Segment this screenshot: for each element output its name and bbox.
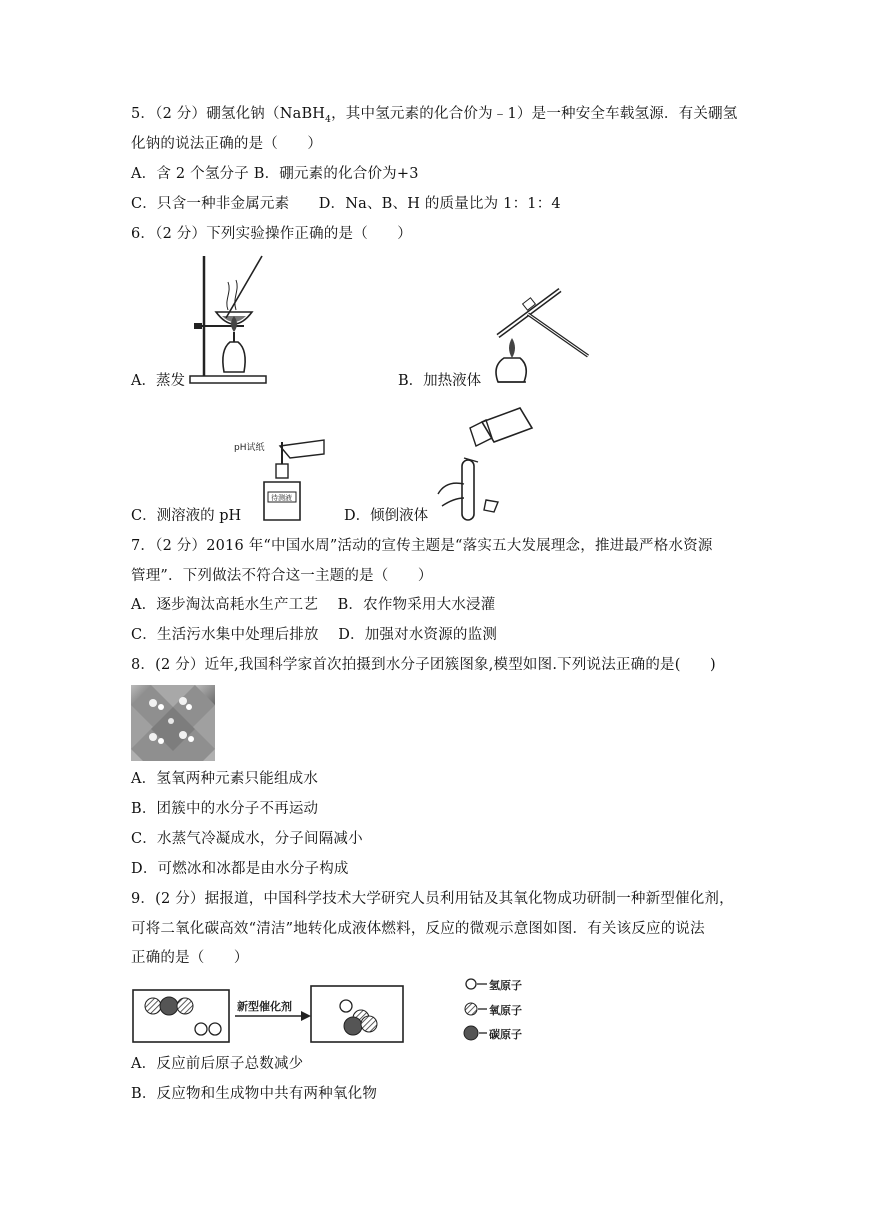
q9-stem-line3: 正确的是（ ）	[131, 950, 249, 966]
q5-options-ab: A．含 2 个氢分子 B．硼元素的化合价为+3	[131, 166, 419, 182]
q7-stem-line1: 7．（2 分）2016 年“中国水周”活动的宣传主题是“落实五大发展理念，推进最严格水资源	[131, 538, 713, 554]
ph-paper-label: pH试纸	[234, 443, 265, 453]
legend-oxygen-label: 氧原子	[489, 1004, 522, 1017]
catalyst-label: 新型催化剂	[237, 1000, 292, 1013]
q8-option-d: D．可燃冰和冰都是由水分子构成	[131, 861, 349, 877]
q5-subscript: 4	[325, 114, 332, 125]
q8-option-b: B．团簇中的水分子不再运动	[131, 801, 319, 817]
q8-stem: 8．(2 分）近年,我国科学家首次拍摄到水分子团簇图象,模型如图.下列说法正确的是( )	[131, 657, 716, 673]
q5-stem-line1: 5．（2 分）硼氢化钠（NaBH$_4$，其中氢元素的化合价为﹣1）是一种安全车载氢源．有关硼氢	[131, 106, 738, 125]
legend-hydrogen-label: 氢原子	[489, 979, 522, 992]
q6-stem: 6．（2 分）下列实验操作正确的是（ ）	[131, 226, 413, 242]
q6-option-c: C．测溶液的 pH	[131, 508, 242, 524]
q9-stem-line1: 9．(2 分）据报道，中国科学技术大学研究人员利用钴及其氧化物成功研制一种新型催化剂，	[131, 891, 734, 907]
reaction-diagram	[131, 976, 551, 1048]
water-cluster-figure	[131, 685, 215, 761]
carbon-atom-legend-icon	[464, 1026, 478, 1040]
q9-stem-line2: 可将二氧化碳高效“清洁”地转化成液体燃料，反应的微观示意图如图．有关该反应的说法	[131, 921, 705, 937]
q6-option-a: A．蒸发	[131, 373, 185, 389]
hydrogen-atom-legend-icon	[466, 979, 476, 989]
pour-liquid-figure	[432, 402, 536, 524]
oxygen-atom-legend-icon	[465, 1003, 477, 1015]
legend-carbon-label: 碳原子	[489, 1028, 522, 1041]
q8-option-a: A．氢氧两种元素只能组成水	[131, 771, 319, 787]
q9-option-a: A．反应前后原子总数减少	[131, 1056, 304, 1072]
q7-options-cd: C．生活污水集中处理后排放 D．加强对水资源的监测	[131, 627, 498, 643]
q7-options-ab: A．逐步淘汰高耗水生产工艺 B．农作物采用大水浸灌	[131, 597, 496, 613]
ph-test-figure	[232, 428, 328, 524]
q5-options-cd: C．只含一种非金属元素 D．Na、B、H 的质量比为 1：1：4	[131, 196, 561, 212]
q6-option-b: B．加热液体	[398, 373, 482, 389]
heat-liquid-figure	[484, 278, 592, 386]
reagent-bottle-label: 待测液	[271, 494, 292, 502]
q5-stem-line2: 化钠的说法正确的是（ ）	[131, 136, 323, 152]
legend	[464, 978, 522, 1041]
q6-option-d: D．倾倒液体	[344, 508, 429, 524]
evaporation-figure	[186, 252, 268, 386]
q8-option-c: C．水蒸气冷凝成水，分子间隔减小	[131, 831, 363, 847]
q7-stem-line2: 管理”．下列做法不符合这一主题的是（ ）	[131, 568, 433, 584]
q9-option-b: B．反应物和生成物中共有两种氧化物	[131, 1086, 378, 1102]
